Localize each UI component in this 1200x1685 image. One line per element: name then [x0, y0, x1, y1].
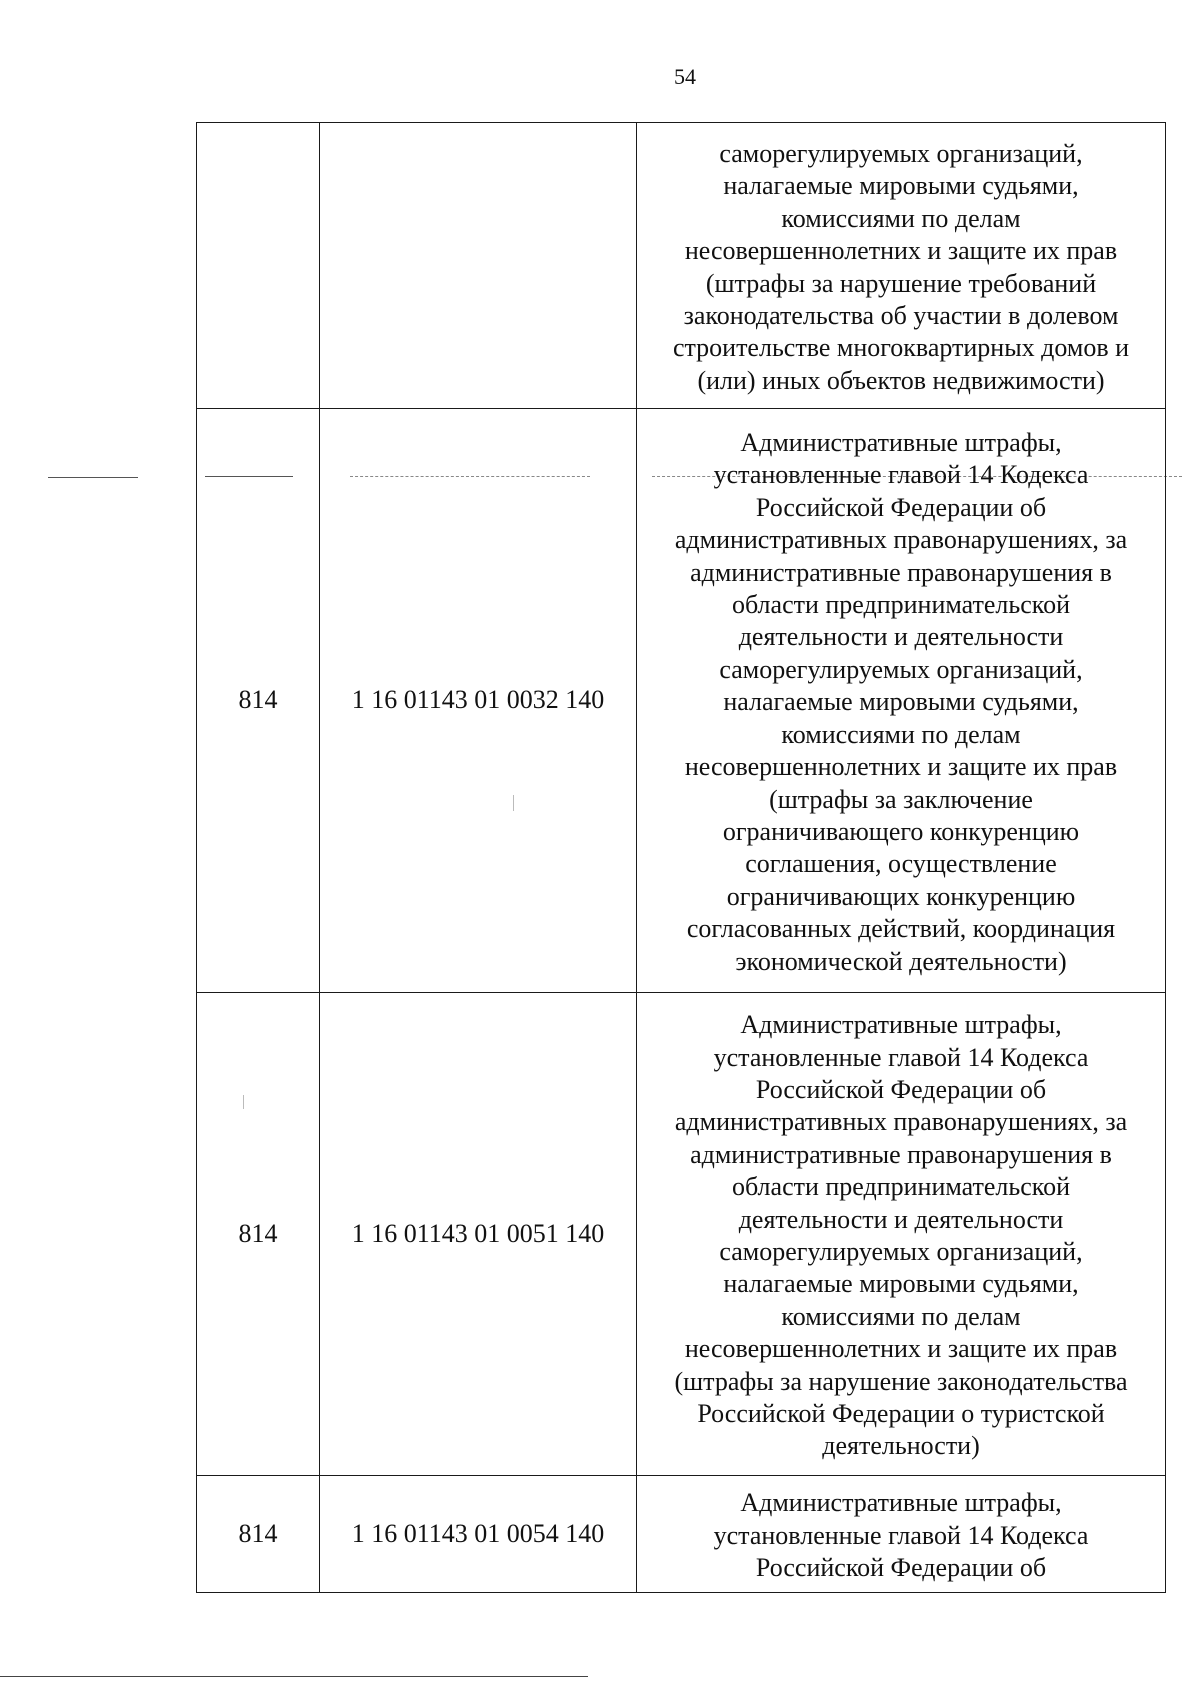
- text-line: Российской Федерации о туристской: [697, 1399, 1105, 1429]
- text-line: законодательства об участии в долевом: [683, 300, 1119, 330]
- text-line: налагаемые мировыми судьями,: [723, 687, 1079, 717]
- admin-code-cell: 814: [197, 409, 320, 993]
- scan-artifact-line-left: [48, 477, 138, 478]
- revenue-code-cell: 1 16 01143 01 0032 140: [320, 409, 637, 993]
- text-line: Административные штрафы,: [740, 428, 1062, 458]
- revenue-name-cell: [637, 409, 1166, 993]
- table-row: [197, 123, 1166, 409]
- text-line: строительстве многоквартирных домов и: [672, 333, 1130, 363]
- text-line: области предпринимательской: [731, 590, 1071, 620]
- text-line: комиссиями по делам: [781, 1301, 1021, 1331]
- budget-revenue-table: [196, 122, 1166, 1593]
- text-line: ограничивающих конкуренцию: [726, 881, 1076, 911]
- text-line: саморегулируемых организаций,: [719, 654, 1083, 684]
- scan-artifact-line-bottom: [0, 1676, 588, 1677]
- text-line: несовершеннолетних и защите их прав: [684, 236, 1118, 266]
- text-line: установленные главой 14 Кодекса: [713, 1520, 1089, 1550]
- admin-code-cell: 814: [197, 1476, 320, 1593]
- revenue-name-cell: [637, 993, 1166, 1476]
- page-number: 54: [674, 64, 696, 89]
- text-line: установленные главой 14 Кодекса: [713, 1042, 1089, 1072]
- revenue-code-cell: 1 16 01143 01 0051 140: [320, 993, 637, 1476]
- text-line: Российской Федерации об: [755, 1074, 1047, 1104]
- text-line: налагаемые мировыми судьями,: [723, 171, 1079, 201]
- admin-code-cell: 814: [197, 993, 320, 1476]
- text-line: согласованных действий, координация: [686, 914, 1116, 944]
- text-line: экономической деятельности): [735, 946, 1067, 976]
- text-line: Российской Федерации об: [755, 1553, 1047, 1583]
- revenue-code-cell: 1 16 01143 01 0054 140: [320, 1476, 637, 1593]
- text-line: административные правонарушения в: [690, 557, 1112, 587]
- text-line: саморегулируемых организаций,: [719, 1237, 1083, 1266]
- text-line: (штрафы за заключение: [769, 784, 1033, 814]
- text-line: Административные штрафы,: [740, 1488, 1062, 1518]
- text-line: деятельности): [822, 1431, 980, 1461]
- text-line: соглашения, осуществление: [745, 849, 1057, 879]
- text-line: Российской Федерации об: [755, 492, 1047, 522]
- revenue-name-cell: [637, 1476, 1166, 1593]
- text-line: деятельности и деятельности: [738, 1204, 1064, 1234]
- table-row: [197, 409, 1166, 993]
- table-row: [197, 993, 1166, 1476]
- text-line: несовершеннолетних и защите их прав: [684, 1334, 1118, 1364]
- table-row: [197, 1476, 1166, 1593]
- revenue-code-cell: [320, 123, 637, 409]
- table-body: [197, 123, 1166, 1593]
- text-line: административных правонарушениях, за: [674, 525, 1128, 555]
- admin-code-cell: [197, 123, 320, 409]
- text-line: деятельности и деятельности: [738, 622, 1064, 652]
- text-line: (штрафы за нарушение законодательства: [674, 1366, 1128, 1396]
- revenue-name-cell: [637, 123, 1166, 409]
- text-line: налагаемые мировыми судьями,: [723, 1269, 1079, 1299]
- text-line: установленные главой 14 Кодекса: [713, 460, 1089, 490]
- text-line: (штрафы за нарушение требований: [705, 268, 1097, 298]
- text-line: ограничивающего конкуренцию: [722, 816, 1080, 846]
- text-line: (или) иных объектов недвижимости): [697, 365, 1105, 395]
- text-line: Административные штрафы,: [740, 1010, 1062, 1040]
- text-line: комиссиями по делам: [781, 203, 1021, 233]
- text-line: административных правонарушениях, за: [674, 1107, 1128, 1137]
- text-line: комиссиями по делам: [781, 719, 1021, 749]
- text-line: области предпринимательской: [731, 1172, 1071, 1202]
- text-line: административные правонарушения в: [690, 1139, 1112, 1169]
- text-line: саморегулируемых организаций,: [719, 138, 1083, 168]
- text-line: несовершеннолетних и защите их прав: [684, 752, 1118, 782]
